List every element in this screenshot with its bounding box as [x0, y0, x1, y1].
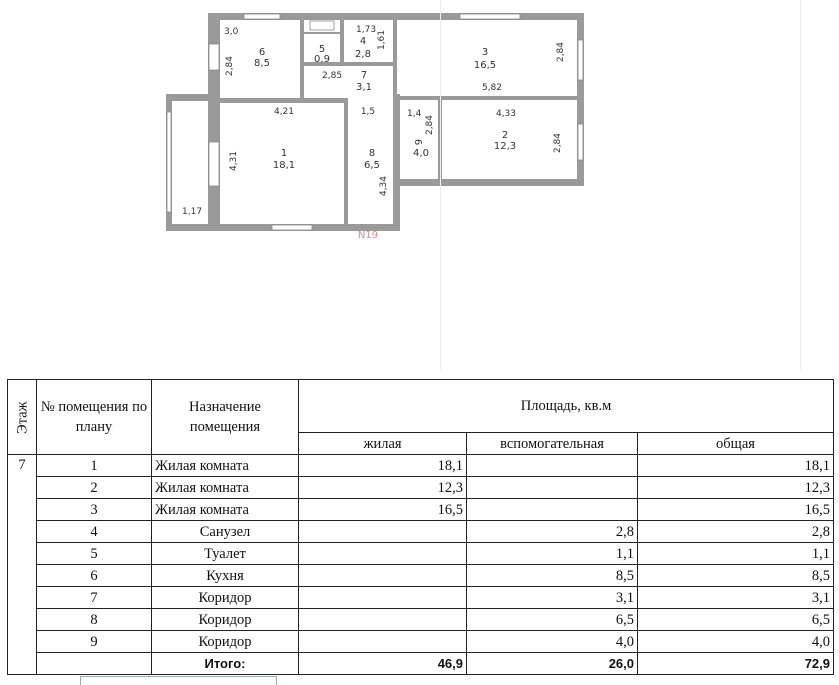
header-floor: Этаж	[8, 380, 37, 455]
row-total: 16,5	[638, 499, 834, 521]
row-living	[299, 543, 467, 565]
page-fold-line-right	[800, 0, 801, 370]
table-row	[8, 587, 834, 609]
row-number: 8	[37, 609, 152, 631]
dim-434: 4,34	[379, 175, 389, 197]
row-aux: 1,1	[467, 543, 638, 565]
totals-label: Итого:	[152, 653, 299, 675]
header-living: жилая	[299, 433, 467, 455]
dim-117: 1,17	[182, 207, 203, 217]
table-row	[8, 455, 834, 477]
totals-living: 46,9	[299, 653, 467, 675]
header-area: Площадь, кв.м	[299, 380, 834, 433]
dim-right-top: 2,84	[556, 41, 566, 63]
table-row	[8, 609, 834, 631]
room-7-area: 3,1	[356, 82, 372, 93]
dim-285: 2,85	[322, 71, 343, 81]
row-aux: 8,5	[467, 565, 638, 587]
row-total: 4,0	[638, 631, 834, 653]
row-name: Жилая комната	[152, 477, 299, 499]
table-row	[8, 565, 834, 587]
row-total: 12,3	[638, 477, 834, 499]
room-8-area: 6,5	[364, 160, 380, 171]
room-6-area: 8,5	[254, 58, 270, 69]
row-number: 1	[37, 455, 152, 477]
row-name: Туалет	[152, 543, 299, 565]
header-room-number: № помещения по плану	[37, 380, 152, 455]
row-aux	[467, 455, 638, 477]
room-4-area: 2,8	[355, 49, 371, 60]
row-number: 7	[37, 587, 152, 609]
dim-15: 1,5	[360, 107, 376, 117]
dim-173: 1,73	[356, 25, 377, 35]
dim-14: 1,4	[407, 109, 422, 119]
row-living: 16,5	[299, 499, 467, 521]
row-living	[299, 587, 467, 609]
table-header-row	[8, 380, 834, 433]
totals-total: 72,9	[638, 653, 834, 675]
room-9-area: 4,0	[413, 148, 429, 159]
page-fold-line	[440, 0, 441, 370]
stamp-box	[80, 676, 277, 685]
dim-433: 4,33	[495, 109, 517, 119]
row-total: 2,8	[638, 521, 834, 543]
row-living: 12,3	[299, 477, 467, 499]
room-3-number: 3	[481, 47, 489, 58]
row-name: Жилая комната	[152, 499, 299, 521]
row-living	[299, 521, 467, 543]
table-row	[8, 631, 834, 653]
row-total: 6,5	[638, 609, 834, 631]
dim-431: 4,31	[229, 150, 239, 172]
plan-walls	[166, 13, 584, 231]
room-8-number: 8	[368, 148, 376, 159]
row-number: 4	[37, 521, 152, 543]
room-7-number: 7	[360, 70, 368, 81]
row-living: 18,1	[299, 455, 467, 477]
room-5-number: 5	[318, 44, 326, 55]
row-total: 1,1	[638, 543, 834, 565]
row-name: Коридор	[152, 631, 299, 653]
table-row	[8, 543, 834, 565]
dim-top-left: 3,0	[224, 27, 239, 37]
floor-value: 7	[8, 455, 37, 675]
row-living	[299, 631, 467, 653]
totals-aux: 26,0	[467, 653, 638, 675]
room-6-number: 6	[258, 47, 266, 58]
apartment-number: N19	[357, 230, 379, 241]
room-2-number: 2	[501, 130, 509, 141]
row-total: 8,5	[638, 565, 834, 587]
totals-spacer	[37, 653, 152, 675]
header-auxiliary: вспомогательная	[467, 433, 638, 455]
dim-421: 4,21	[273, 107, 295, 117]
header-purpose: Назначение помещения	[152, 380, 299, 455]
row-name: Санузел	[152, 521, 299, 543]
room-9-number: 9	[414, 138, 425, 146]
row-number: 3	[37, 499, 152, 521]
row-aux: 3,1	[467, 587, 638, 609]
row-aux	[467, 477, 638, 499]
plan-labels	[182, 25, 566, 241]
dim-284-mid: 2,84	[425, 114, 435, 136]
row-number: 6	[37, 565, 152, 587]
row-name: Жилая комната	[152, 455, 299, 477]
table-row	[8, 499, 834, 521]
row-aux: 2,8	[467, 521, 638, 543]
dim-161: 1,61	[377, 29, 387, 51]
explication-table	[7, 379, 834, 675]
dim-left-top: 2,84	[225, 55, 235, 77]
plan-windows	[167, 14, 583, 230]
row-name: Коридор	[152, 587, 299, 609]
row-number: 5	[37, 543, 152, 565]
row-living	[299, 609, 467, 631]
table-row	[8, 477, 834, 499]
row-aux: 6,5	[467, 609, 638, 631]
room-4-number: 4	[359, 36, 367, 47]
room-1-area: 18,1	[272, 160, 296, 171]
header-total: общая	[638, 433, 834, 455]
room-5-area: 0,9	[314, 54, 330, 65]
row-total: 3,1	[638, 587, 834, 609]
row-number: 2	[37, 477, 152, 499]
row-aux: 4,0	[467, 631, 638, 653]
row-name: Коридор	[152, 609, 299, 631]
row-number: 9	[37, 631, 152, 653]
room-2-area: 12,3	[493, 141, 517, 152]
dim-582: 5,82	[481, 83, 503, 93]
row-living	[299, 565, 467, 587]
dim-right-bottom: 2,84	[553, 132, 563, 154]
row-total: 18,1	[638, 455, 834, 477]
room-3-area: 16,5	[473, 60, 497, 71]
table-row	[8, 521, 834, 543]
room-1-number: 1	[280, 148, 288, 159]
row-name: Кухня	[152, 565, 299, 587]
totals-row	[8, 653, 834, 675]
row-aux	[467, 499, 638, 521]
